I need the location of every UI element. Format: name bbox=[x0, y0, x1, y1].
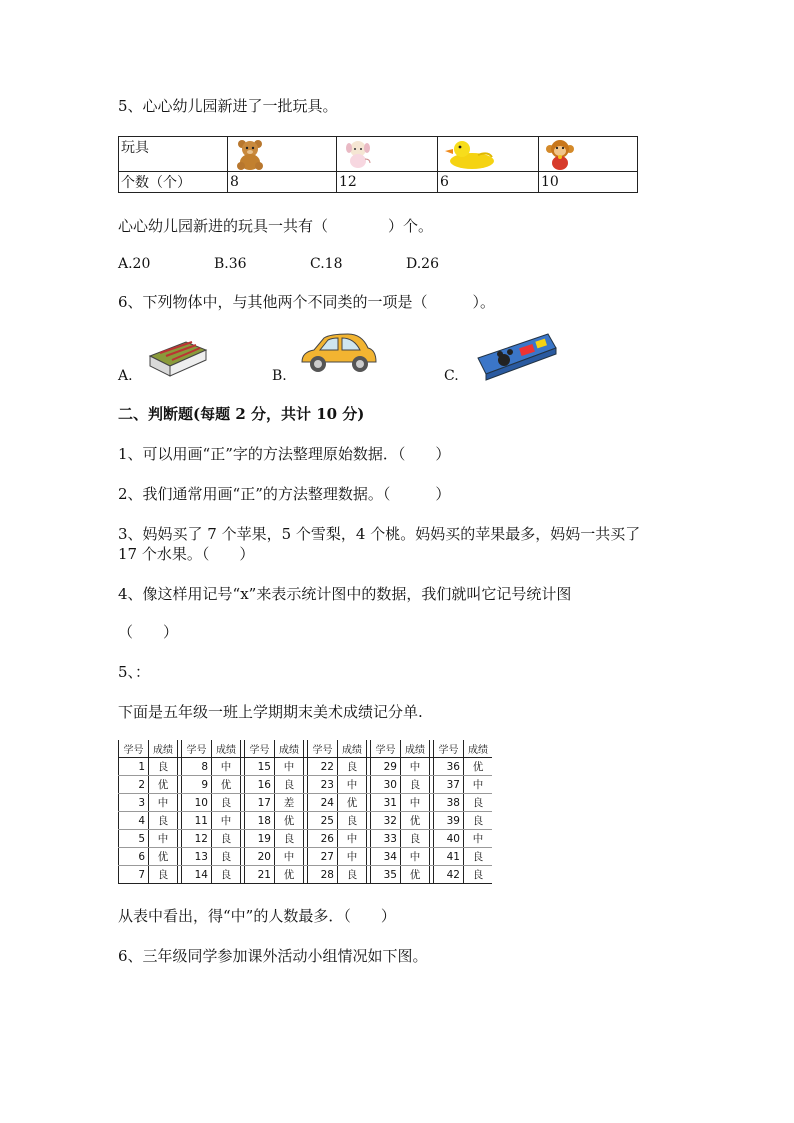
header-no: 学号 bbox=[119, 740, 149, 758]
student-no-cell: 29 bbox=[371, 758, 401, 776]
student-no-cell: 27 bbox=[308, 848, 338, 866]
table-row bbox=[119, 758, 493, 776]
student-no-cell: 39 bbox=[434, 812, 464, 830]
grade-cell: 良 bbox=[338, 758, 367, 776]
student-no-cell: 38 bbox=[434, 794, 464, 812]
grade-cell: 良 bbox=[212, 830, 241, 848]
judge-item-6-title: 6、三年级同学参加课外活动小组情况如下图。 bbox=[118, 947, 428, 965]
header-grade: 成绩 bbox=[149, 740, 178, 758]
grade-cell: 良 bbox=[275, 830, 304, 848]
student-no-cell: 6 bbox=[119, 848, 149, 866]
grade-cell: 良 bbox=[401, 776, 430, 794]
student-no-cell: 41 bbox=[434, 848, 464, 866]
grade-cell: 中 bbox=[212, 758, 241, 776]
student-no-cell: 2 bbox=[119, 776, 149, 794]
student-no-cell: 36 bbox=[434, 758, 464, 776]
student-no-cell: 5 bbox=[119, 830, 149, 848]
q6-option-a[interactable]: A. bbox=[118, 368, 133, 384]
grade-cell: 中 bbox=[401, 848, 430, 866]
grade-cell: 优 bbox=[212, 776, 241, 794]
count-cell: 12 bbox=[337, 172, 438, 193]
student-no-cell: 42 bbox=[434, 866, 464, 884]
grade-cell: 优 bbox=[275, 812, 304, 830]
grade-cell: 优 bbox=[401, 812, 430, 830]
student-no-cell: 10 bbox=[182, 794, 212, 812]
grade-cell: 良 bbox=[338, 866, 367, 884]
student-no-cell: 40 bbox=[434, 830, 464, 848]
grade-cell: 良 bbox=[149, 758, 178, 776]
q6-title: 6、下列物体中，与其他两个不同类的一项是（ ）。 bbox=[118, 293, 496, 311]
grade-cell: 中 bbox=[338, 776, 367, 794]
table-row bbox=[119, 812, 493, 830]
student-no-cell: 25 bbox=[308, 812, 338, 830]
grade-cell: 中 bbox=[149, 830, 178, 848]
judge-item-3-line2: 17 个水果。（ ） bbox=[118, 545, 255, 563]
student-no-cell: 31 bbox=[371, 794, 401, 812]
grade-cell: 中 bbox=[401, 794, 430, 812]
grade-cell: 良 bbox=[401, 830, 430, 848]
student-no-cell: 19 bbox=[245, 830, 275, 848]
monkey-doll-icon bbox=[545, 138, 575, 170]
student-no-cell: 15 bbox=[245, 758, 275, 776]
grade-cell: 中 bbox=[464, 776, 493, 794]
table-row bbox=[119, 866, 493, 884]
grade-cell: 差 bbox=[275, 794, 304, 812]
student-no-cell: 24 bbox=[308, 794, 338, 812]
count-cell: 8 bbox=[228, 172, 337, 193]
student-no-cell: 32 bbox=[371, 812, 401, 830]
student-no-cell: 28 bbox=[308, 866, 338, 884]
table-row bbox=[119, 830, 493, 848]
grade-cell: 良 bbox=[464, 812, 493, 830]
pencil-case-icon bbox=[474, 330, 560, 382]
rubber-duck-icon bbox=[444, 138, 496, 170]
grade-cell: 优 bbox=[149, 776, 178, 794]
grade-cell: 中 bbox=[212, 812, 241, 830]
count-row-header: 个数（个） bbox=[119, 172, 228, 193]
student-no-cell: 13 bbox=[182, 848, 212, 866]
student-no-cell: 8 bbox=[182, 758, 212, 776]
judge-item-5-title: 5、： bbox=[118, 663, 151, 681]
grade-cell: 优 bbox=[338, 794, 367, 812]
judge-item-4-line2: （ ） bbox=[118, 623, 179, 641]
car-icon bbox=[298, 330, 378, 376]
grades-table: 学号 成绩 学号 成绩 学号 成绩 学号 成绩 学号 成绩 学号 成绩 1 良 8 中 15 中 22 良 29 中 36 优 2 优 9 优 16 良 23 中 30 良 37 中 3 中 10 良 17 差 24 优 31 中 38 良 4 良 11 中 18 优 25 良 32 优 39 良 5 中 12 良 19 良 26 中 33 良 40 中 6 优 13 良 20 中 27 中 34 中 41 良 7 良 14 良 21 优 28 良 35 优 42 良 bbox=[118, 740, 492, 884]
grade-cell: 良 bbox=[212, 848, 241, 866]
student-no-cell: 9 bbox=[182, 776, 212, 794]
grade-cell: 良 bbox=[338, 812, 367, 830]
q6-option-b[interactable]: B. bbox=[272, 368, 287, 384]
student-no-cell: 26 bbox=[308, 830, 338, 848]
section2-heading: 二、判断题(每题 2 分，共计 10 分) bbox=[118, 405, 365, 423]
book-icon bbox=[146, 336, 208, 382]
q5-option-d[interactable]: D.26 bbox=[406, 256, 439, 272]
grade-cell: 良 bbox=[212, 866, 241, 884]
student-no-cell: 17 bbox=[245, 794, 275, 812]
grade-cell: 中 bbox=[464, 830, 493, 848]
table-row bbox=[119, 794, 493, 812]
judge-item-3-line1: 3、妈妈买了 7 个苹果，5 个雪梨，4 个桃。妈妈买的苹果最多，妈妈一共买了 bbox=[118, 525, 641, 543]
grade-cell: 良 bbox=[464, 866, 493, 884]
student-no-cell: 21 bbox=[245, 866, 275, 884]
student-no-cell: 33 bbox=[371, 830, 401, 848]
grade-cell: 中 bbox=[401, 758, 430, 776]
judge-item-1: 1、可以用画“正”字的方法整理原始数据．（ ） bbox=[118, 445, 451, 463]
student-no-cell: 37 bbox=[434, 776, 464, 794]
grade-cell: 良 bbox=[149, 866, 178, 884]
judge-item-2: 2、我们通常用画“正”的方法整理数据。（ ） bbox=[118, 485, 451, 503]
student-no-cell: 14 bbox=[182, 866, 212, 884]
table-row bbox=[119, 848, 493, 866]
q5-title: 5、心心幼儿园新进了一批玩具。 bbox=[118, 97, 338, 115]
grade-cell: 中 bbox=[338, 848, 367, 866]
grade-cell: 良 bbox=[275, 776, 304, 794]
q6-option-c[interactable]: C. bbox=[444, 368, 459, 384]
grade-cell: 优 bbox=[275, 866, 304, 884]
student-no-cell: 22 bbox=[308, 758, 338, 776]
student-no-cell: 16 bbox=[245, 776, 275, 794]
grade-cell: 优 bbox=[464, 758, 493, 776]
grade-cell: 良 bbox=[464, 848, 493, 866]
student-no-cell: 7 bbox=[119, 866, 149, 884]
student-no-cell: 18 bbox=[245, 812, 275, 830]
table-row bbox=[119, 776, 493, 794]
lamb-doll-icon bbox=[343, 139, 373, 169]
toy-row-header: 玩具 bbox=[119, 137, 228, 172]
grade-cell: 良 bbox=[212, 794, 241, 812]
grade-cell: 中 bbox=[149, 794, 178, 812]
q5-question: 心心幼儿园新进的玩具一共有（ ）个。 bbox=[118, 217, 434, 235]
grade-cell: 优 bbox=[401, 866, 430, 884]
grade-cell: 优 bbox=[149, 848, 178, 866]
judge-item-5-question: 从表中看出，得“中”的人数最多．（ ） bbox=[118, 907, 396, 925]
grade-cell: 良 bbox=[464, 794, 493, 812]
toy-table bbox=[118, 136, 638, 193]
student-no-cell: 11 bbox=[182, 812, 212, 830]
judge-item-5-intro: 下面是五年级一班上学期期末美术成绩记分单. bbox=[118, 703, 423, 721]
count-cell: 6 bbox=[438, 172, 539, 193]
student-no-cell: 3 bbox=[119, 794, 149, 812]
student-no-cell: 34 bbox=[371, 848, 401, 866]
count-cell: 10 bbox=[539, 172, 638, 193]
grade-cell: 中 bbox=[275, 848, 304, 866]
q5-option-c[interactable]: C.18 bbox=[310, 256, 343, 272]
teddy-bear-icon bbox=[234, 138, 268, 170]
grade-cell: 良 bbox=[149, 812, 178, 830]
student-no-cell: 4 bbox=[119, 812, 149, 830]
student-no-cell: 30 bbox=[371, 776, 401, 794]
student-no-cell: 35 bbox=[371, 866, 401, 884]
student-no-cell: 23 bbox=[308, 776, 338, 794]
student-no-cell: 1 bbox=[119, 758, 149, 776]
q5-option-b[interactable]: B.36 bbox=[214, 256, 247, 272]
judge-item-4-line1: 4、像这样用记号“x”来表示统计图中的数据，我们就叫它记号统计图 bbox=[118, 585, 572, 603]
grade-cell: 中 bbox=[275, 758, 304, 776]
student-no-cell: 20 bbox=[245, 848, 275, 866]
q5-option-a[interactable]: A.20 bbox=[118, 256, 151, 272]
grade-cell: 中 bbox=[338, 830, 367, 848]
student-no-cell: 12 bbox=[182, 830, 212, 848]
